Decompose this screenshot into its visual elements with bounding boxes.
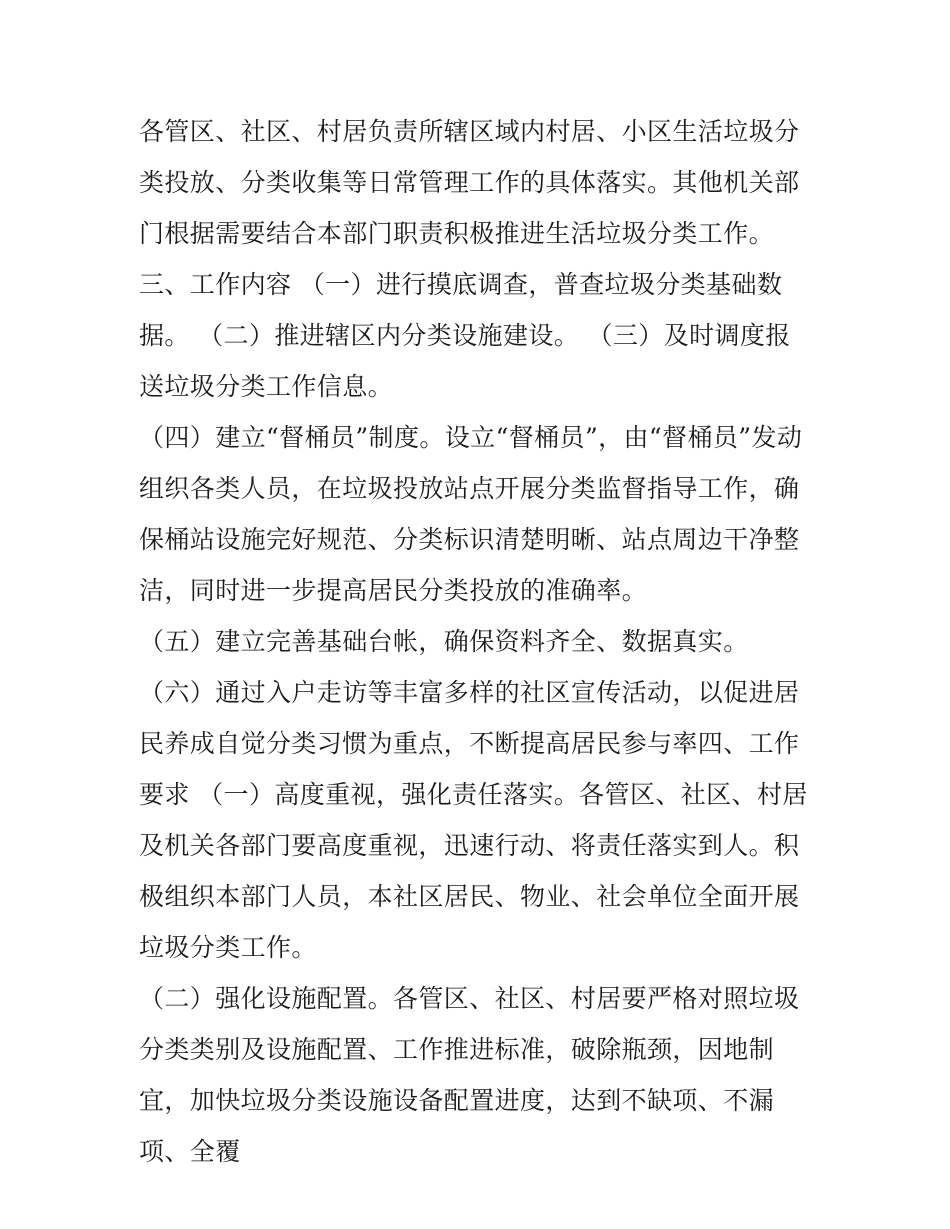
- paragraph-work-content: 三、工作内容 （一）进行摸底调查，普查垃圾分类基础数据。 （二）推进辖区内分类设施建设。 （三）及时调度报送垃圾分类工作信息。: [139, 270, 791, 401]
- paragraph-publicity-requirements: （六）通过入户走访等丰富多样的社区宣传活动，以促进居民养成自觉分类习惯为重点，不断提高居民参与率四、工作要求 （一）高度重视，强化责任落实。各管区、社区、村居及机关各部门要高度重视，迅速行动、将责任落实到人。积极组织本部门人员，本社区居民、物业、社会单位全面开展垃圾分类工作。: [139, 678, 808, 962]
- paragraph-facility-configuration: （二）强化设施配置。各管区、社区、村居要严格对照垃圾分类类别及设施配置、工作推进标准，破除瓶颈，因地制宜，加快垃圾分类设施设备配置进度，达到不缺项、不漏项、全覆: [139, 984, 800, 1166]
- paragraph-duties: 各管区、社区、村居负责所辖区域内村居、小区生活垃圾分类投放、分类收集等日常管理工作的具体落实。其他机关部门根据需要结合本部门职责积极推进生活垃圾分类工作。: [139, 117, 800, 248]
- paragraph-bucket-supervisor: （四）建立“督桶员”制度。设立“督桶员”，由“督桶员”发动组织各类人员，在垃圾投放站点开展分类监督指导工作，确保桶站设施完好规范、分类标识清楚明晰、站点周边干净整洁，同时进一步提高居民分类投放的准确率。: [139, 423, 803, 605]
- paragraph-ledger: （五）建立完善基础台帐，确保资料齐全、数据真实。: [139, 627, 749, 656]
- document-body: [139, 106, 815, 1177]
